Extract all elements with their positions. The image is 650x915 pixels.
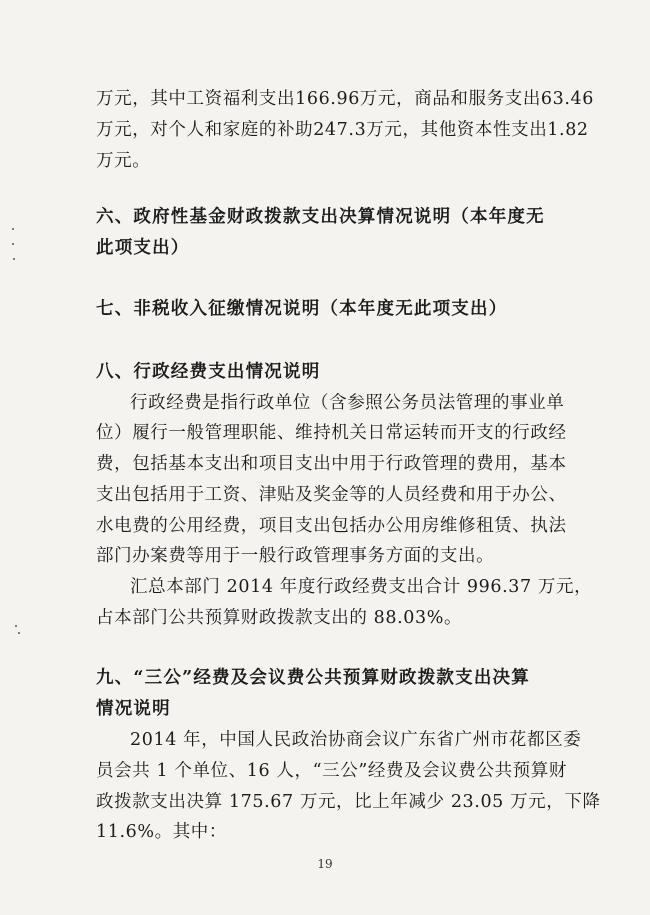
section-heading-9-continued: 情况说明 bbox=[96, 699, 171, 719]
section-heading-6: 六、政府性基金财政拨款支出决算情况说明（本年度无 bbox=[96, 207, 545, 227]
paragraph-line: 2014 年，中国人民政治协商会议广东省广州市花都区委 bbox=[130, 730, 582, 750]
paragraph-line: 员会共 1 个单位、16 人，“三公”经费及会议费公共预算财 bbox=[96, 761, 567, 781]
paragraph-line: 部门办案费等用于一般行政管理事务方面的支出。 bbox=[96, 546, 495, 566]
section-heading-7: 七、非税收入征缴情况说明（本年度无此项支出） bbox=[96, 299, 508, 319]
paragraph-line: 费，包括基本支出和项目支出中用于行政管理的费用，基本 bbox=[96, 454, 567, 474]
paragraph-line: 11.6%。其中： bbox=[96, 822, 227, 842]
scan-speck bbox=[13, 258, 15, 260]
paragraph-line: 万元。 bbox=[96, 151, 151, 171]
section-heading-8: 八、行政经费支出情况说明 bbox=[96, 362, 321, 382]
scan-speck bbox=[18, 632, 20, 634]
paragraph-line: 支出包括用于工资、津贴及奖金等的人员经费和用于办公、 bbox=[96, 485, 567, 505]
scan-speck bbox=[12, 243, 14, 245]
scan-speck bbox=[12, 228, 14, 230]
page-number: 19 bbox=[317, 857, 333, 871]
paragraph-line: 万元，其中工资福利支出166.96万元，商品和服务支出63.46 bbox=[96, 89, 595, 109]
paragraph-line: 占本部门公共预算财政拨款支出的 88.03%。 bbox=[96, 608, 463, 628]
paragraph-line: 行政经费是指行政单位（含参照公务员法管理的事业单 bbox=[130, 393, 565, 413]
scan-speck bbox=[15, 625, 17, 627]
paragraph-line: 政拨款支出决算 175.67 万元，比上年减少 23.05 万元，下降 bbox=[96, 792, 601, 812]
section-heading-6-continued: 此项支出） bbox=[96, 238, 190, 258]
paragraph-line: 万元，对个人和家庭的补助247.3万元，其他资本性支出1.82 bbox=[96, 120, 589, 140]
section-heading-9: 九、“三公”经费及会议费公共预算财政拨款支出决算 bbox=[96, 668, 530, 688]
paragraph-line: 位）履行一般管理职能、维持机关日常运转而开支的行政经 bbox=[96, 423, 567, 443]
paragraph-line: 汇总本部门 2014 年度行政经费支出合计 996.37 万元， bbox=[130, 577, 593, 597]
paragraph-line: 水电费的公用经费，项目支出包括办公用房维修租赁、执法 bbox=[96, 516, 567, 536]
